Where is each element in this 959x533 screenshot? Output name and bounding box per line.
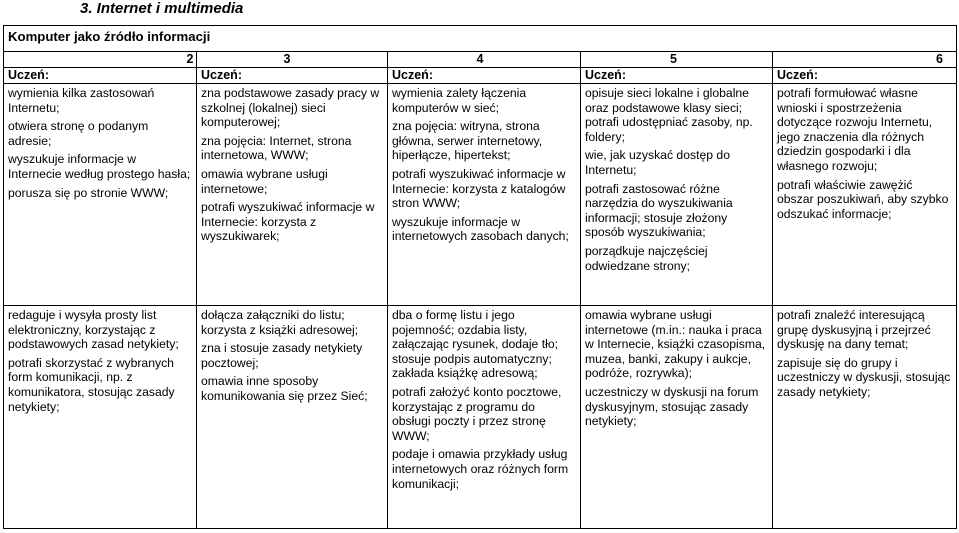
requirement-item: wie, jak uzyskać dostęp do Internetu; — [585, 148, 730, 177]
requirement-item: zna podstawowe zasady pracy w szkolnej (lokalnej) sieci komputerowej; — [201, 86, 380, 130]
requirement-cell — [388, 306, 581, 529]
requirements-table — [3, 25, 957, 529]
grade-cell — [388, 52, 581, 68]
requirement-item: dołącza załączniki do listu; korzysta z książki adresowej; — [201, 308, 359, 337]
requirement-item: wyszukuje informacje w internetowych zasobach danych; — [392, 214, 569, 244]
grade-row — [4, 52, 957, 68]
requirement-item: potrafi wyszukiwać informacje w Internecie: korzysta z katalogów stron WWW; — [392, 166, 566, 211]
requirement-cell — [581, 306, 773, 529]
requirement-cell — [388, 84, 581, 306]
page-heading: 3. Internet i multimedia — [80, 0, 244, 17]
requirement-item: potrafi formułować własne wnioski i spostrzeżenia dotyczące rozwoju Internetu, jego znaczenia dla różnych dziedzin gospodarki i dla własnego rozwoju; — [777, 86, 933, 173]
requirement-item: podaje i omawia przykłady usług internetowych oraz różnych form komunikacji; — [392, 447, 569, 491]
requirement-cell — [581, 84, 773, 306]
requirement-item: potrafi założyć konto pocztowe, korzystając z programu do obsługi poczty i przez stronę WWW; — [392, 384, 562, 443]
requirement-item: zna pojęcia: witryna, strona główna, serwer internetowy, hiperłącze, hipertekst; — [392, 119, 543, 163]
requirement-item: otwiera stronę o podanym adresie; — [8, 119, 149, 148]
requirement-item: potrafi wyszukiwać informacje w Internecie: korzysta z wyszukiwarek; — [201, 200, 375, 244]
requirement-cell — [4, 306, 197, 529]
requirement-item: uczestniczy w dyskusji na forum dyskusyjnym, stosując zasady netykiety; — [585, 384, 759, 429]
student-label: Uczeń: — [197, 68, 388, 84]
requirement-cell — [197, 306, 388, 529]
student-label: Uczeń: — [4, 68, 197, 84]
requirement-item: wymienia zalety łączenia komputerów w sieć; — [392, 86, 527, 115]
requirement-cell — [773, 306, 957, 529]
requirement-item: opisuje sieci lokalne i globalne oraz podstawowe klasy sieci; potrafi udostępniać zasoby, np. foldery; — [585, 86, 753, 144]
grade-number: 3 — [283, 52, 291, 66]
requirements-row — [4, 306, 957, 529]
requirement-item: zna pojęcia: Internet, strona internetowa, WWW; — [201, 133, 352, 163]
requirement-cell — [197, 84, 388, 306]
student-label-row — [4, 68, 957, 84]
grade-cell — [581, 52, 773, 68]
student-label: Uczeń: — [388, 68, 581, 84]
requirements-row — [4, 84, 957, 306]
grade-cell — [197, 52, 388, 68]
grade-number: 6 — [936, 52, 943, 66]
requirement-item: porządkuje najczęściej odwiedzane strony; — [585, 243, 708, 273]
grade-cell — [4, 52, 197, 68]
student-label: Uczeń: — [773, 68, 957, 84]
grade-number: 5 — [670, 52, 677, 66]
requirement-item: omawia inne sposoby komunikowania się przez Sieć; — [201, 374, 368, 403]
requirement-item: dba o formę listu i jego pojemność; ozdabia listy, załączając rysunek, dodaje tło; stosuje podpis automatyczny; zakłada książkę adresową; — [392, 308, 558, 381]
requirement-item: potrafi znaleźć interesującą grupę dyskusyjną i przejrzeć dyskusję na dany temat; — [777, 308, 931, 352]
requirement-item: redaguje i wysyła prosty list elektroniczny, korzystając z podstawowych zasad netykiety; — [8, 308, 179, 352]
requirement-item: omawia wybrane usługi internetowe (m.in.: nauka i praca w Internecie, książki czasopisma, muzea, banki, zakupy i aukcje, podróże, rozrywka); — [585, 308, 766, 381]
section-title: Komputer jako źródło informacji — [4, 26, 957, 52]
requirement-item: potrafi zastosować różne narzędzia do wyszukiwania informacji; stosuje złożony sposób wyszukiwania; — [585, 181, 733, 240]
requirement-item: zna i stosuje zasady netykiety pocztowej; — [201, 341, 363, 370]
grade-number: 4 — [476, 52, 484, 66]
grade-cell — [773, 52, 957, 68]
requirement-item: wyszukuje informacje w Internecie według prostego hasła; — [8, 152, 191, 181]
section-row — [4, 26, 957, 52]
requirement-item: zapisuje się do grupy i uczestniczy w dyskusji, stosując zasady netykiety; — [777, 355, 951, 399]
requirement-item: potrafi skorzystać z wybranych form komunikacji, np. z komunikatora, stosując zasady netykiety; — [8, 355, 175, 414]
requirement-cell — [773, 84, 957, 306]
student-label: Uczeń: — [581, 68, 773, 84]
requirement-item: omawia wybrane usługi internetowe; — [201, 166, 328, 196]
requirement-item: wymienia kilka zastosowań Internetu; — [8, 86, 155, 115]
grade-number: 2 — [186, 52, 194, 66]
requirement-item: porusza się po stronie WWW; — [8, 185, 169, 200]
requirement-cell — [4, 84, 197, 306]
requirement-item: potrafi właściwie zawężić obszar poszukiwań, aby szybko odszukać informacje; — [777, 177, 949, 221]
